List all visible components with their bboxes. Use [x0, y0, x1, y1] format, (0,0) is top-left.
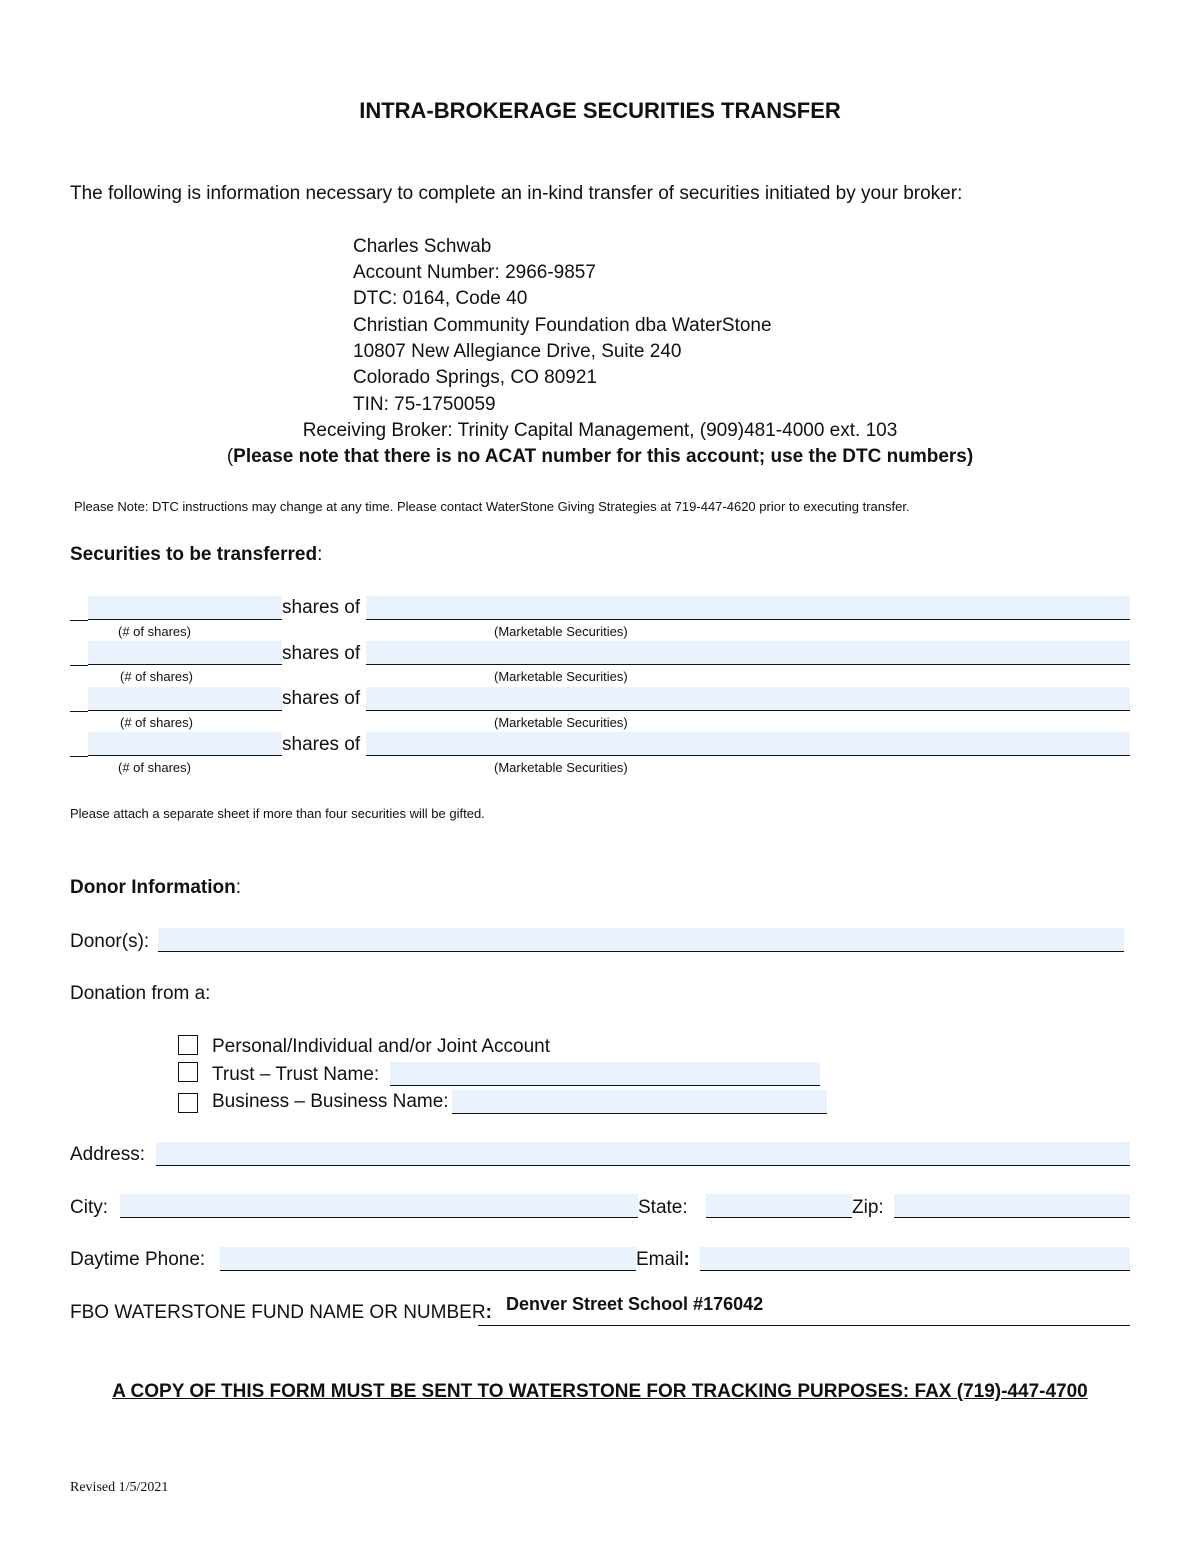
- fax-instructions: A COPY OF THIS FORM MUST BE SENT TO WATERSTONE FOR TRACKING PURPOSES: FAX (719)-447-4700: [112, 1381, 1088, 1402]
- donors-input[interactable]: [158, 928, 1124, 952]
- dtc-disclaimer: Please Note: DTC instructions may change at any time. Please contact WaterStone Giving Strategies at 719-447-4620 prior to executing transfer.: [74, 499, 910, 514]
- shares-of-label: shares of: [282, 688, 361, 709]
- shares-input-2[interactable]: [88, 641, 282, 665]
- donation-from-label: Donation from a:: [70, 983, 211, 1004]
- security-input-2[interactable]: [366, 641, 1130, 665]
- broker-account: Account Number: 2966-9857: [353, 262, 596, 283]
- trust-label: Trust – Trust Name:: [212, 1064, 380, 1085]
- broker-name: Charles Schwab: [353, 236, 492, 257]
- business-label: Business – Business Name:: [212, 1091, 449, 1112]
- acat-note: (Please note that there is no ACAT number for this account; use the DTC numbers): [226, 446, 974, 467]
- email-label: Email:: [636, 1249, 690, 1270]
- securities-caption: (Marketable Securities): [494, 760, 628, 775]
- fbo-underline: [478, 1325, 1130, 1326]
- shares-caption: (# of shares): [120, 715, 193, 730]
- trust-checkbox[interactable]: [178, 1062, 198, 1082]
- security-input-3[interactable]: [366, 687, 1130, 711]
- shares-caption: (# of shares): [118, 624, 191, 639]
- business-name-input[interactable]: [452, 1090, 827, 1114]
- city-label: City:: [70, 1197, 108, 1218]
- donor-heading: Donor Information:: [70, 877, 241, 898]
- security-input-4[interactable]: [366, 732, 1130, 756]
- securities-caption: (Marketable Securities): [494, 669, 628, 684]
- fbo-label: FBO WATERSTONE FUND NAME OR NUMBER:: [70, 1302, 492, 1323]
- shares-of-label: shares of: [282, 597, 361, 618]
- zip-input[interactable]: [894, 1194, 1130, 1218]
- attach-note: Please attach a separate sheet if more than four securities will be gifted.: [70, 806, 485, 821]
- receiving-broker: Receiving Broker: Trinity Capital Management, (909)481-4000 ext. 103: [302, 420, 898, 441]
- city-input[interactable]: [120, 1194, 638, 1218]
- security-input-1[interactable]: [366, 596, 1130, 620]
- personal-account-label: Personal/Individual and/or Joint Account: [212, 1036, 550, 1057]
- state-label: State:: [638, 1197, 688, 1218]
- revision-date: Revised 1/5/2021: [70, 1480, 169, 1495]
- foundation-tin: TIN: 75-1750059: [353, 394, 496, 415]
- shares-input-4[interactable]: [88, 732, 282, 756]
- address-label: Address:: [70, 1144, 145, 1165]
- zip-label: Zip:: [852, 1197, 884, 1218]
- page-title: INTRA-BROKERAGE SECURITIES TRANSFER: [359, 98, 841, 123]
- shares-of-label: shares of: [282, 643, 361, 664]
- fbo-fund-value[interactable]: Denver Street School #176042: [506, 1294, 764, 1314]
- shares-of-label: shares of: [282, 734, 361, 755]
- state-input[interactable]: [706, 1194, 852, 1218]
- business-checkbox[interactable]: [178, 1093, 198, 1113]
- foundation-city: Colorado Springs, CO 80921: [353, 367, 597, 388]
- securities-caption: (Marketable Securities): [494, 624, 628, 639]
- trust-name-input[interactable]: [390, 1062, 820, 1086]
- personal-account-checkbox[interactable]: [178, 1035, 198, 1055]
- foundation-street: 10807 New Allegiance Drive, Suite 240: [353, 341, 682, 362]
- securities-caption: (Marketable Securities): [494, 715, 628, 730]
- phone-label: Daytime Phone:: [70, 1249, 206, 1270]
- shares-input-3[interactable]: [88, 687, 282, 711]
- address-input[interactable]: [156, 1142, 1130, 1166]
- shares-caption: (# of shares): [118, 760, 191, 775]
- shares-caption: (# of shares): [120, 669, 193, 684]
- shares-input-1[interactable]: [88, 596, 282, 620]
- broker-dtc: DTC: 0164, Code 40: [353, 288, 528, 309]
- securities-heading: Securities to be transferred:: [70, 544, 323, 565]
- phone-input[interactable]: [220, 1247, 636, 1271]
- email-input[interactable]: [700, 1247, 1130, 1271]
- intro-text: The following is information necessary to complete an in-kind transfer of securities initiated by your broker:: [70, 183, 963, 204]
- donors-label: Donor(s):: [70, 931, 150, 952]
- foundation-name: Christian Community Foundation dba WaterStone: [353, 315, 772, 336]
